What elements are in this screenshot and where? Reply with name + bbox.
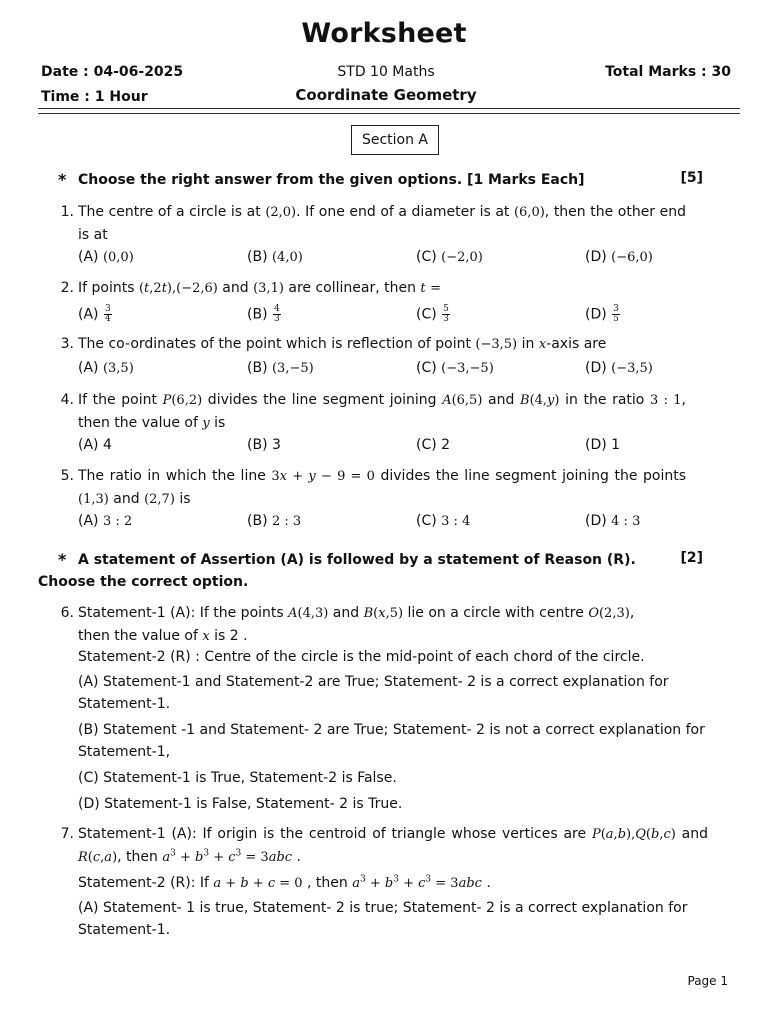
option-c[interactable]: (C) 2	[416, 437, 451, 453]
option-d[interactable]: (D) $\frac{3}{5}$	[585, 304, 619, 324]
page-number: Page 1	[687, 974, 728, 988]
assertion-instruction-2: Choose the correct option.	[38, 574, 249, 590]
question-text: If points (t,2t),(−2,6) and (3,1) are collinear, then t =	[78, 280, 442, 296]
mcq-instruction: Choose the right answer from the given options. [1 Marks Each]	[78, 172, 585, 188]
question-number: 4.	[60, 392, 74, 408]
question-6-option-d[interactable]: (D) Statement-1 is False, Statement- 2 is True.	[78, 796, 403, 812]
time-label: Time : 1 Hour	[41, 89, 148, 105]
assertion-marks: [2]	[680, 550, 703, 566]
option-a[interactable]: (A) $\frac{3}{4}$	[78, 304, 111, 324]
option-b[interactable]: (B) 3	[247, 437, 281, 453]
option-c[interactable]: (C) 3 : 4	[416, 513, 471, 529]
page-title: Worksheet	[301, 18, 467, 49]
option-c[interactable]: (C) $\frac{5}{3}$	[416, 304, 449, 324]
option-a[interactable]: (A) 4	[78, 437, 112, 453]
total-marks-label: Total Marks : 30	[605, 64, 731, 80]
option-d[interactable]: (D) 4 : 3	[585, 513, 641, 529]
question-6-option-a[interactable]: (A) Statement-1 and Statement-2 are True; Statement- 2 is a correct explanation for Statement-1.	[78, 674, 669, 712]
question-text: If the point P(6,2) divides the line segment joining A(6,5) and B(4,y) in the ratio 3 : 1, then the value of y is	[78, 392, 686, 431]
question-number: 3.	[60, 336, 74, 352]
question-number: 6.	[60, 605, 74, 621]
option-d[interactable]: (D) (−6,0)	[585, 249, 653, 265]
question-text: The ratio in which the line 3x + y − 9 = 0 divides the line segment joining the points (1,3) and (2,7) is	[78, 468, 686, 507]
assertion-star-icon: *	[58, 550, 67, 569]
question-number: 7.	[60, 826, 74, 842]
header-divider-top	[38, 108, 740, 109]
question-6-option-b[interactable]: (B) Statement -1 and Statement- 2 are True; Statement- 2 is not a correct explanation for Statement-1,	[78, 722, 705, 760]
option-a[interactable]: (A) 3 : 2	[78, 513, 133, 529]
question-text: The centre of a circle is at (2,0). If one end of a diameter is at (6,0), then the other end is at	[78, 204, 687, 243]
date-label: Date : 04-06-2025	[41, 64, 184, 80]
question-7-option-a[interactable]: (A) Statement- 1 is true, Statement- 2 is true; Statement- 2 is a correct explanation for Statement-1.	[78, 900, 688, 938]
question-text: The co-ordinates of the point which is reflection of point (−3,5) in x-axis are	[78, 336, 607, 352]
option-d[interactable]: (D) (−3,5)	[585, 360, 653, 376]
question-6-option-c[interactable]: (C) Statement-1 is True, Statement-2 is False.	[78, 770, 397, 786]
assertion-instruction: A statement of Assertion (A) is followed by a statement of Reason (R).	[78, 552, 636, 568]
option-b[interactable]: (B) 2 : 3	[247, 513, 302, 529]
section-a-heading	[351, 125, 439, 155]
question-7-statement-1: Statement-1 (A): If origin is the centroid of triangle whose vertices are P(a,b),Q(b,c) and R(c,a), then $a^3 + b^3 + c^3 = 3abc$ .	[78, 826, 708, 865]
question-number: 1.	[60, 204, 74, 220]
header-divider-bottom	[38, 113, 740, 114]
option-a[interactable]: (A) (0,0)	[78, 249, 134, 265]
question-number: 2.	[60, 280, 74, 296]
question-6-statement-1: Statement-1 (A): If the points A(4,3) and B(x,5) lie on a circle with centre O(2,3), then the value of x is 2 .	[78, 605, 635, 644]
mcq-star-icon: *	[58, 170, 67, 189]
question-7-statement-2: Statement-2 (R): If a + b + c = 0 , then $a^3 + b^3 + c^3 = 3abc$ .	[78, 874, 491, 891]
question-number: 5.	[60, 468, 74, 484]
standard-label: STD 10 Maths	[337, 64, 435, 80]
topic-label: Coordinate Geometry	[295, 86, 477, 104]
option-d[interactable]: (D) 1	[585, 437, 621, 453]
option-b[interactable]: (B) (3,−5)	[247, 360, 314, 376]
option-c[interactable]: (C) (−2,0)	[416, 249, 483, 265]
mcq-marks: [5]	[680, 170, 703, 186]
option-a[interactable]: (A) (3,5)	[78, 360, 134, 376]
option-b[interactable]: (B) $\frac{4}{3}$	[247, 304, 280, 324]
option-b[interactable]: (B) (4,0)	[247, 249, 303, 265]
section-a-label: Section A	[361, 132, 429, 148]
option-c[interactable]: (C) (−3,−5)	[416, 360, 494, 376]
question-6-statement-2: Statement-2 (R) : Centre of the circle is the mid-point of each chord of the circle.	[78, 649, 645, 665]
